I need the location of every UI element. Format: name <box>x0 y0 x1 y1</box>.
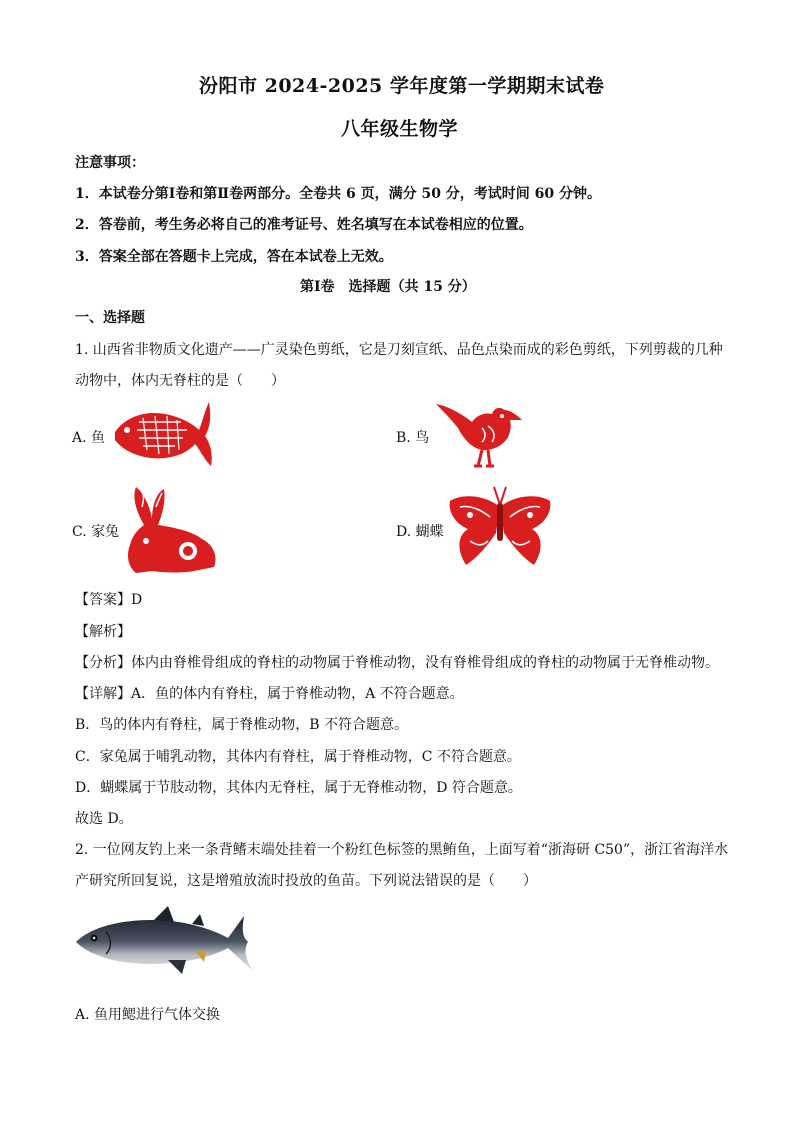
q2-stem-line1: 2. 一位网友钓上来一条背鳍末端处挂着一个粉红色标签的黑鲔鱼，上面写着“浙海研 C50”，浙江省海洋水 <box>75 842 729 858</box>
red-fish-papercut-icon <box>111 400 215 468</box>
q1-option-c: C. 家兔 <box>72 524 120 540</box>
q1-answer: 【答案】D <box>75 592 143 608</box>
q1-detail-5: 故选 D。 <box>75 811 133 827</box>
q1-detail-4: D．蝴蝶属于节肢动物，其体内无脊柱，属于无脊椎动物，D 符合题意。 <box>75 780 522 796</box>
note-item-3: 3．答案全部在答题卡上完成，答在本试卷上无效。 <box>75 249 393 265</box>
red-bird-papercut-icon <box>432 398 526 470</box>
q1-detail-1: 【详解】A．鱼的体内有脊柱，属于脊椎动物，A 不符合题意。 <box>75 686 464 702</box>
red-rabbit-papercut-icon <box>122 485 220 575</box>
part-title: 一、选择题 <box>75 310 145 326</box>
notes-heading: 注意事项： <box>75 155 145 171</box>
q1-detail-2: B．鸟的体内有脊柱，属于脊椎动物，B 不符合题意。 <box>75 717 409 733</box>
section-title: 第Ⅰ卷 选择题（共 15 分） <box>300 279 476 295</box>
q2-option-a: A. 鱼用鳃进行气体交换 <box>75 1007 221 1023</box>
tuna-fish-photo-icon <box>72 902 258 980</box>
q1-option-d: D. 蝴蝶 <box>396 524 444 540</box>
note-item-1: 1．本试卷分第Ⅰ卷和第Ⅱ卷两部分。全卷共 6 页，满分 50 分，考试时间 60 分钟。 <box>75 186 602 202</box>
q1-stem-line1: 1. 山西省非物质文化遗产——广灵染色剪纸，它是刀刻宣纸、品色点染而成的彩色剪纸，下列剪裁的几种 <box>75 342 723 358</box>
q2-stem-line2: 产研究所回复说，这是增殖放流时投放的鱼苗。下列说法错误的是（ ） <box>75 873 537 889</box>
q1-detail-3: C．家兔属于哺乳动物，其体内有脊柱，属于脊椎动物，C 不符合题意。 <box>75 749 521 765</box>
q1-stem-line2: 动物中，体内无脊柱的是（ ） <box>75 373 285 389</box>
page-subtitle: 八年级生物学 <box>341 118 459 140</box>
q1-analysis-heading: 【解析】 <box>75 624 131 640</box>
red-butterfly-papercut-icon <box>446 485 554 569</box>
page-title: 汾阳市 2024-2025 学年度第一学期期末试卷 <box>199 75 605 97</box>
q1-option-a: A. 鱼 <box>72 430 106 446</box>
note-item-2: 2．答卷前，考生务必将自己的准考证号、姓名填写在本试卷相应的位置。 <box>75 217 533 233</box>
q1-option-b: B. 鸟 <box>396 430 430 446</box>
q1-analysis: 【分析】体内由脊椎骨组成的脊柱的动物属于脊椎动物，没有脊椎骨组成的脊柱的动物属于无脊椎动物。 <box>75 655 719 671</box>
